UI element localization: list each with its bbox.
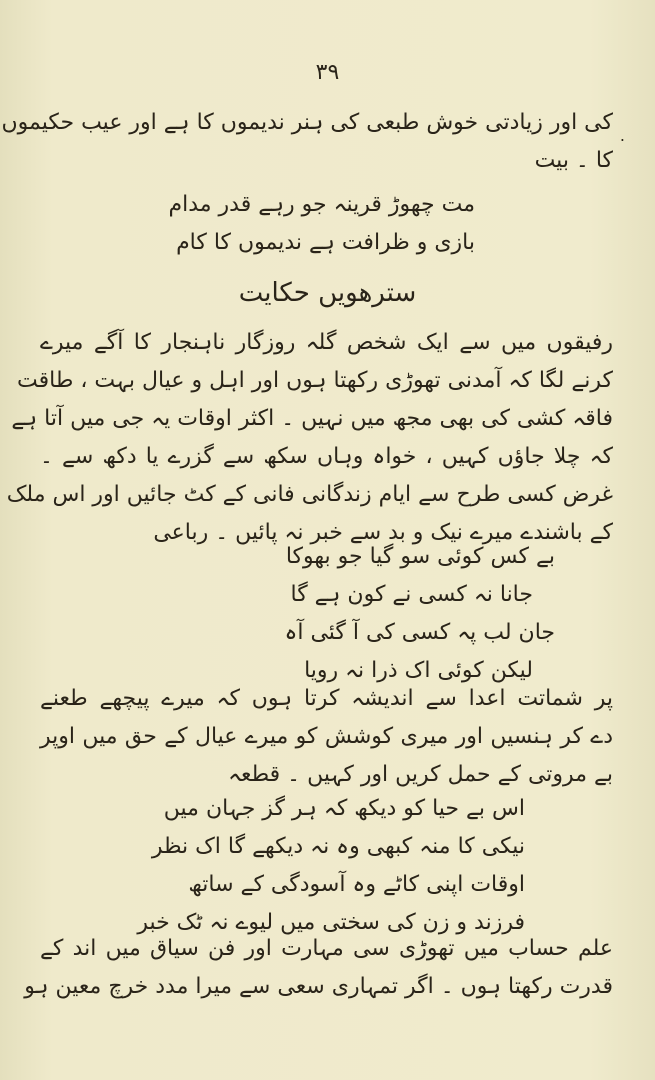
story-heading: سترھویں حکایت [238,278,417,308]
page-number: ۳۹ [315,60,340,85]
story-line: کرنے لگا کہ آمدنی تھوڑی رکھتا ہوں اور اہل و عیال بہت ، طاقت [17,368,613,393]
verse-line: بازی و ظرافت ہے ندیموں کا کام [176,230,475,255]
paragraph-line: علم حساب میں تھوڑی سی مہارت اور فن سیاق میں اند کے [40,936,613,961]
verse-line: جان لب پہ کسی کی آ گئی آہ [284,620,555,645]
verse-line: بے کس کوئی سو گیا جو بھوکا [285,544,555,569]
verse-line: اس بے حیا کو دیکھ کہ ہر گز جہان میں [163,796,525,821]
bait-verse [40,186,475,262]
verse-line: نیکی کا منہ کبھی وہ نہ دیکھے گا اک نظر [151,834,525,859]
intro-paragraph [1,104,613,180]
second-paragraph [40,680,613,794]
story-line: رفیقوں میں سے ایک شخص گلہ روزگار ناہنجار کا آگے میرے [40,330,613,355]
margin-dot: . [619,126,625,145]
paragraph-line: پر شماتت اعدا سے اندیشہ کرتا ہوں کہ میرے پیچھے طعنے [40,686,613,711]
story-line: فاقہ کشی کی بھی مجھ میں نہیں ۔ اکثر اوقات یہ جی میں آتا ہے [11,406,613,431]
paragraph-line: بے مروتی کے حمل کریں اور کہیں ۔ قطعہ [228,762,613,787]
story-line: غرض کسی طرح سے ایام زندگانی فانی کے کٹ جائیں اور اس ملک [6,482,613,507]
verse-line: مت چھوڑ قرینہ جو رہے قدر مدام [168,192,475,217]
story-line: کہ چلا جاؤں کہیں ، خواہ وہاں سکھ سے گزرے یا دکھ سے ۔ [40,444,613,469]
verse-line: فرزند و زن کی سختی میں لیوے نہ ٹک خبر [137,910,525,935]
paragraph-line: قدرت رکھتا ہوں ۔ اگر تمہاری سعی سے میرا مدد خرچ معین ہو [24,974,613,999]
rubai-verse [40,538,555,690]
intro-line: کی اور زیادتی خوش طبعی کی ہنر ندیموں کا ہے اور عیب حکیموں [1,110,613,135]
paragraph-line: دے کر ہنسیں اور میری کوشش کو میرے عیال کے حق میں اوپر [40,724,613,749]
intro-line: کا ۔ بیت [534,148,613,173]
third-paragraph [24,930,613,1006]
story-line: کے باشندے میرے نیک و بد سے خبر نہ پائیں ۔ رباعی [153,520,613,545]
verse-line: جانا نہ کسی نے کون ہے گا [290,582,533,607]
qita-verse [40,790,525,942]
verse-line: لیکن کوئی اک ذرا نہ رویا [304,658,533,683]
story-paragraph [6,324,613,552]
verse-line: اوقات اپنی کاٹے وہ آسودگی کے ساتھ [188,872,525,897]
